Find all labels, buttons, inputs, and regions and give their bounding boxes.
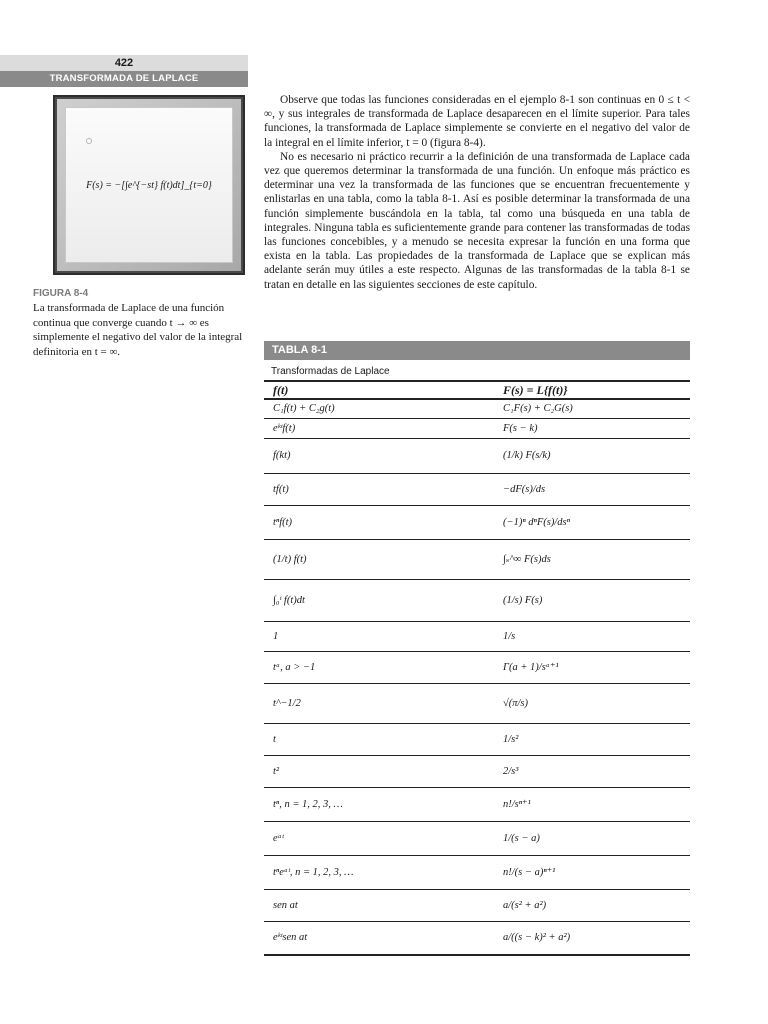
figure-note-paper (65, 107, 233, 263)
figure-caption: La transformada de Laplace de una función continua que converge cuando t → ∞ es simplemente el negativo del valor de la integral definitoria en t = ∞. (33, 302, 243, 358)
table-row (264, 683, 690, 723)
cell-f: ∫₀ᵗ f(t)dt (264, 579, 494, 621)
cell-F: (−1)ⁿ dⁿF(s)/dsⁿ (494, 505, 690, 539)
figure-label: FIGURA 8-4 (33, 288, 89, 299)
cell-f: tⁿf(t) (264, 505, 494, 539)
cell-F: (1/s) F(s) (494, 579, 690, 621)
section-title: TRANSFORMADA DE LAPLACE (0, 71, 248, 87)
cell-F: √(π/s) (494, 683, 690, 723)
page-number: 422 (0, 55, 248, 71)
table-row (264, 889, 690, 921)
cell-f: eᵃᵗ (264, 821, 494, 855)
cell-f: C₁f(t) + C₂g(t) (264, 399, 494, 418)
paragraph-1: Observe que todas las funciones consideradas en el ejemplo 8-1 son continuas en 0 ≤ t < ∞, y sus integrales de transformada de Laplace desaparecen en el límite superior. Para tales funciones, la transformada de Laplace simplemente se convierte en el negativo del valor de la integral en el límite inferior, t = 0 (figura 8-4). (264, 94, 690, 149)
cell-F: a/(s² + a²) (494, 889, 690, 921)
cell-F: −dF(s)/ds (494, 473, 690, 505)
cell-f: t² (264, 755, 494, 787)
table-row (264, 755, 690, 787)
cell-F: a/((s − k)² + a²) (494, 921, 690, 955)
cell-F: 1/(s − a) (494, 821, 690, 855)
cell-f: sen at (264, 889, 494, 921)
table-row (264, 723, 690, 755)
laplace-table (264, 380, 690, 956)
body-text (264, 93, 690, 292)
table-row (264, 855, 690, 889)
table-header-row (264, 381, 690, 399)
header-F: F(s) = L{f(t)} (494, 381, 690, 399)
table-row (264, 399, 690, 418)
cell-f: tⁿ, n = 1, 2, 3, … (264, 787, 494, 821)
table-row (264, 821, 690, 855)
cell-f: t (264, 723, 494, 755)
table-row (264, 505, 690, 539)
cell-f: eᵏᵗf(t) (264, 418, 494, 438)
cell-F: 1/s (494, 621, 690, 651)
cell-F: 1/s² (494, 723, 690, 755)
table-row (264, 651, 690, 683)
cell-f: f(kt) (264, 438, 494, 473)
cell-f: 1 (264, 621, 494, 651)
table-row (264, 787, 690, 821)
table-row (264, 921, 690, 955)
cell-f: t^−1/2 (264, 683, 494, 723)
cell-f: tf(t) (264, 473, 494, 505)
paragraph-2: No es necesario ni práctico recurrir a la definición de una transformada de Laplace cada vez que queremos determinar la transformada de una función. Un enfoque más práctico es determinar una vez la transformada de las funciones que se encuentran frecuentemente y enlistarlas en una tabla, como la tabla 8-1. Así es posible determinar la transformada de una función simplemente buscándola en la tabla, tal como una búsqueda en una tabla de integrales. Ninguna tabla es suficientemente grande para contener las transformadas de todas las funciones concebibles, y a menudo se necesita expresar la función en una forma que exista en la tabla. Las propiedades de la transformada de Laplace que se explican más adelante serán muy útiles a este respecto. Algunas de las transformadas de la tabla 8-1 se tratan en detalle en las siguientes secciones de este capítulo. (264, 150, 690, 291)
cell-F: ∫ₛ^∞ F(s)ds (494, 539, 690, 579)
cell-F: C₁F(s) + C₂G(s) (494, 399, 690, 418)
cell-F: F(s − k) (494, 418, 690, 438)
cell-f: tᵃ, a > −1 (264, 651, 494, 683)
table-row (264, 579, 690, 621)
cell-F: Γ(a + 1)/sᵃ⁺¹ (494, 651, 690, 683)
figure-formula: F(s) = −[∫e^{−st} f(t)dt]_{t=0} (86, 179, 212, 191)
cell-F: (1/k) F(s/k) (494, 438, 690, 473)
cell-f: tⁿeᵃᵗ, n = 1, 2, 3, … (264, 855, 494, 889)
header-f: f(t) (264, 381, 494, 399)
table-row (264, 438, 690, 473)
cell-f: (1/t) f(t) (264, 539, 494, 579)
cell-F: n!/sⁿ⁺¹ (494, 787, 690, 821)
figure-frame (53, 95, 245, 275)
table-row (264, 473, 690, 505)
cell-F: n!/(s − a)ⁿ⁺¹ (494, 855, 690, 889)
table-row (264, 621, 690, 651)
cell-F: 2/s³ (494, 755, 690, 787)
table-row (264, 418, 690, 438)
table-subtitle: Transformadas de Laplace (271, 366, 390, 377)
table-row (264, 539, 690, 579)
cell-f: eᵏᵗsen at (264, 921, 494, 955)
table-label: TABLA 8-1 (264, 341, 690, 360)
pin-icon (86, 138, 92, 144)
